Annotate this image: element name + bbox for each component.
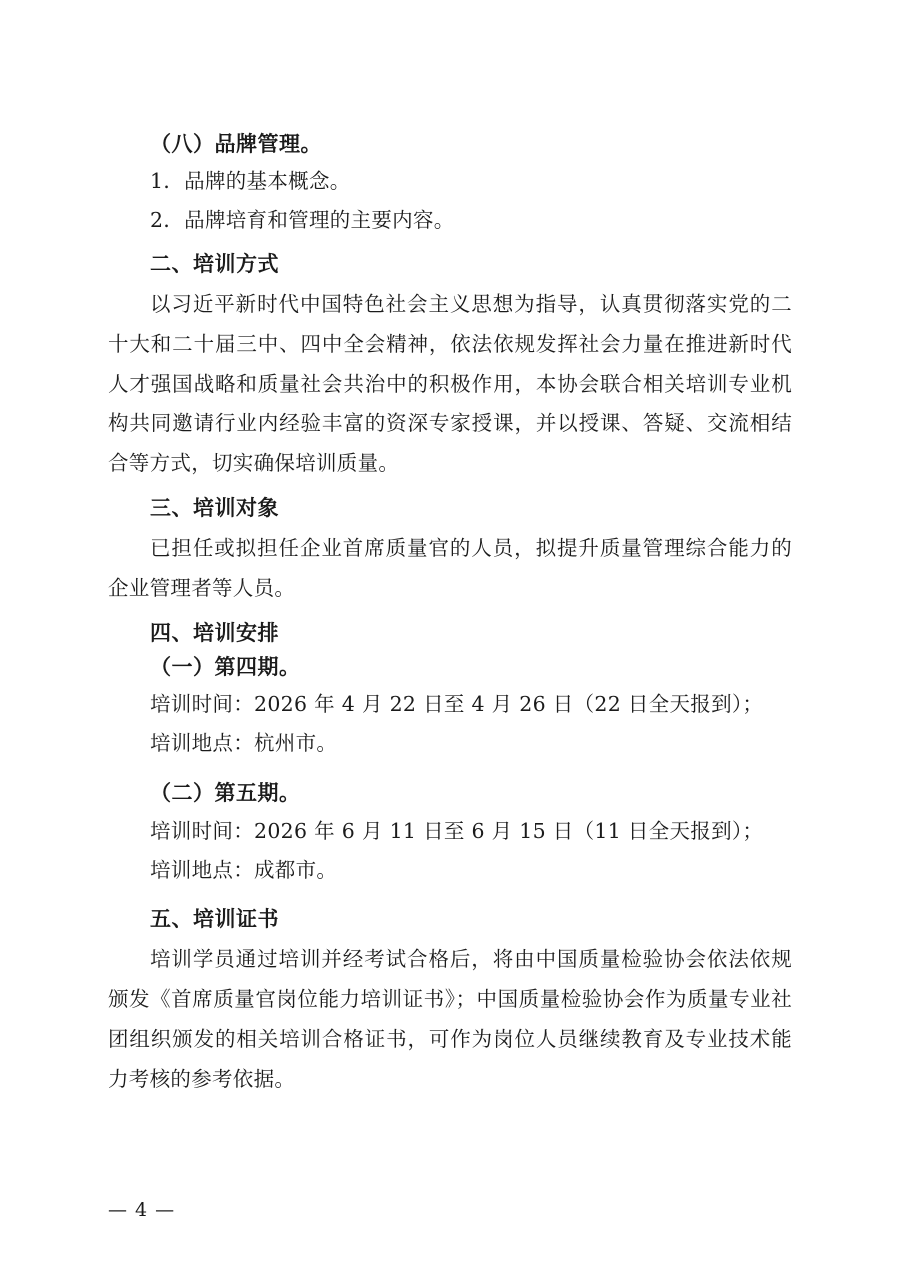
subsection-heading-session-five: （二）第五期。 bbox=[150, 780, 301, 806]
subsection-session-four bbox=[108, 653, 792, 763]
session-four-time: 培训时间：2026 年 4 月 22 日至 4 月 26 日（22 日全天报到）； bbox=[150, 692, 764, 717]
section-heading-training-audience: 三、培训对象 bbox=[150, 495, 279, 521]
subsection-session-five bbox=[108, 779, 792, 889]
subsection-heading-session-four: （一）第四期。 bbox=[150, 654, 301, 680]
section-training-method bbox=[108, 250, 792, 484]
paragraph-training-audience: 已担任或拟担任企业首席质量官的人员，拟提升质量管理综合能力的企业管理者等人员。 bbox=[108, 535, 792, 600]
session-five-location: 培训地点：成都市。 bbox=[150, 857, 338, 882]
list-item: 1．品牌的基本概念。 bbox=[150, 169, 351, 194]
section-heading-training-method: 二、培训方式 bbox=[150, 251, 279, 277]
section-training-audience bbox=[108, 494, 792, 608]
section-heading-training-schedule: 四、培训安排 bbox=[150, 619, 279, 645]
paragraph-training-method: 以习近平新时代中国特色社会主义思想为指导，认真贯彻落实党的二十大和二十届三中、四中全会精神，依法依规发挥社会力量在推进新时代人才强国战略和质量社会共治中的积极作用，本协会联合相关培训专业机构共同邀请行业内经验丰富的资深专家授课，并以授课、答疑、交流相结合等方式，切实确保培训质量。 bbox=[108, 291, 792, 476]
paragraph-training-certificate: 培训学员通过培训并经考试合格后，将由中国质量检验协会依法依规颁发《首席质量官岗位能力培训证书》；中国质量检验协会作为质量专业社团组织颁发的相关培训合格证书，可作为岗位人员继续教育及专业技术能力考核的参考依据。 bbox=[108, 946, 792, 1091]
section-training-certificate bbox=[108, 905, 792, 1099]
session-five-time: 培训时间：2026 年 6 月 11 日至 6 月 15 日（11 日全天报到）； bbox=[150, 818, 764, 843]
document-body bbox=[108, 130, 792, 1100]
section-brand-management bbox=[108, 130, 792, 240]
section-heading-training-certificate: 五、培训证书 bbox=[150, 906, 279, 932]
section-training-schedule bbox=[108, 619, 792, 890]
page-number: — 4 — bbox=[108, 1199, 176, 1221]
section-heading-brand-management: （八）品牌管理。 bbox=[150, 131, 322, 156]
list-item: 2．品牌培育和管理的主要内容。 bbox=[150, 208, 455, 233]
session-four-location: 培训地点：杭州市。 bbox=[150, 731, 338, 756]
